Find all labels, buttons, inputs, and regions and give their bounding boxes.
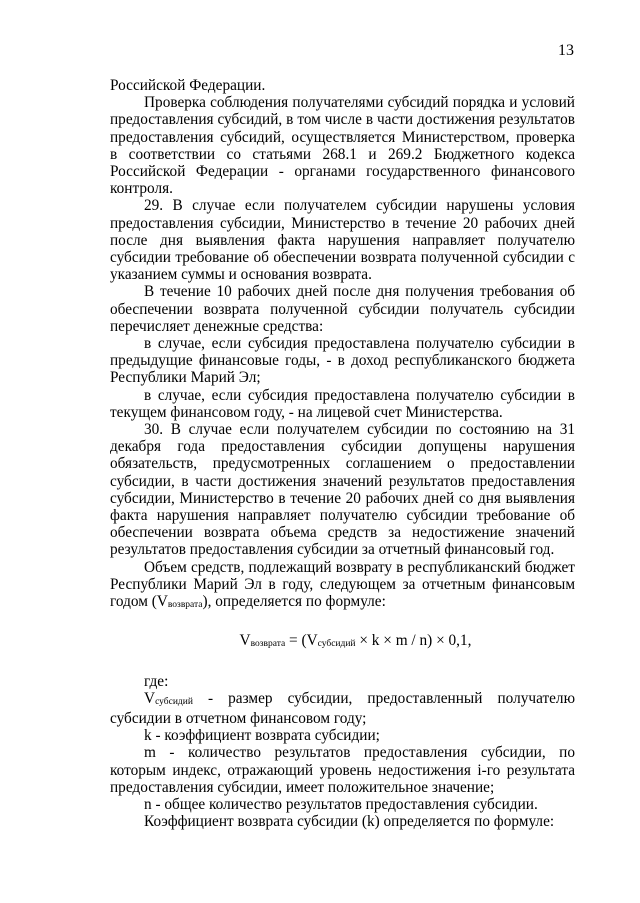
definition-v-subscript: субсидий [155, 696, 193, 707]
paragraph-return-term: В течение 10 рабочих дней после дня получения требования об обеспечении возврата полученной субсидии получатель субсидии перечисляет денежные средства: [110, 283, 575, 335]
definition-v-text: - размер субсидии, предоставленный получателю субсидии в отчетном финансовом году; [110, 689, 575, 727]
document-body [110, 77, 575, 830]
definition-m: m - количество результатов предоставления субсидии, по которым индекс, отражающий уровень недостижения i-го результата предоставления субсидии, имеет положительное значение; [110, 744, 575, 796]
paragraph-current-year: в случае, если субсидия предоставлена получателю субсидии в текущем финансовом году, - на лицевой счет Министерства. [110, 386, 575, 421]
formula-lhs: V [239, 632, 251, 650]
formula-return [110, 632, 575, 652]
paragraph-previous-years: в случае, если субсидия предоставлена получателю субсидии в предыдущие финансовые годы, - в доход республиканского бюджета Республики Марий Эл; [110, 335, 575, 387]
formula-rhs-subscript: субсидий [317, 639, 356, 650]
definition-k: k - коэффициент возврата субсидии; [144, 727, 380, 745]
volume-text: Объем средств, подлежащий возврату в республиканский бюджет Республики Марий Эл в году, следующем за отчетным финансовым годом (V [110, 558, 575, 611]
formula-rest: × k × m / n) × 0,1, [355, 632, 472, 650]
formula-lhs-subscript: возврата [250, 639, 286, 650]
paragraph-30: 30. В случае если получателем субсидии по состоянию на 31 декабря года предоставления субсидии допущены нарушения обязательств, предусмотренных соглашением о предоставлении субсидии, в части достижения значений результатов предоставления субсидии, Министерство в течение 20 рабочих дней со дня выявления факта нарушения направляет получателю субсидии требование об обеспечении возврата объема средств за недостижение значений результатов предоставления субсидии за отчетный финансовый год. [110, 421, 575, 559]
paragraph-29: 29. В случае если получателем субсидии нарушены условия предоставления субсидии, Министерство в течение 20 рабочих дней после дня выявления факта нарушения направляет получателю субсидии требование об обеспечении возврата полученной субсидии с указанием суммы и основания возврата. [110, 197, 575, 284]
paragraph-inspection: Проверка соблюдения получателями субсидий порядка и условий предоставления субсидий, в том числе в части достижения результатов предоставления субсидий, осуществляется Министерством, проверка в соответствии со статьями 268.1 и 269.2 Бюджетного кодекса Российской Федерации - органами государственного финансового контроля. [110, 94, 575, 198]
coefficient-formula-intro: Коэффициент возврата субсидии (k) определяется по формуле: [144, 813, 555, 831]
page-number: 13 [558, 42, 574, 59]
paragraph-continuation: Российской Федерации. [110, 77, 266, 94]
volume-subscript: возврата [167, 600, 203, 611]
formula-eq: = (V [285, 632, 318, 650]
paragraph-volume [110, 559, 575, 614]
where-label: где: [144, 672, 169, 690]
definition-v-symbol: V [144, 689, 156, 707]
volume-tail: ), определяется по формуле: [202, 593, 386, 611]
definition-v [110, 690, 575, 727]
definition-n: n - общее количество результатов предоставления субсидии. [144, 795, 538, 813]
